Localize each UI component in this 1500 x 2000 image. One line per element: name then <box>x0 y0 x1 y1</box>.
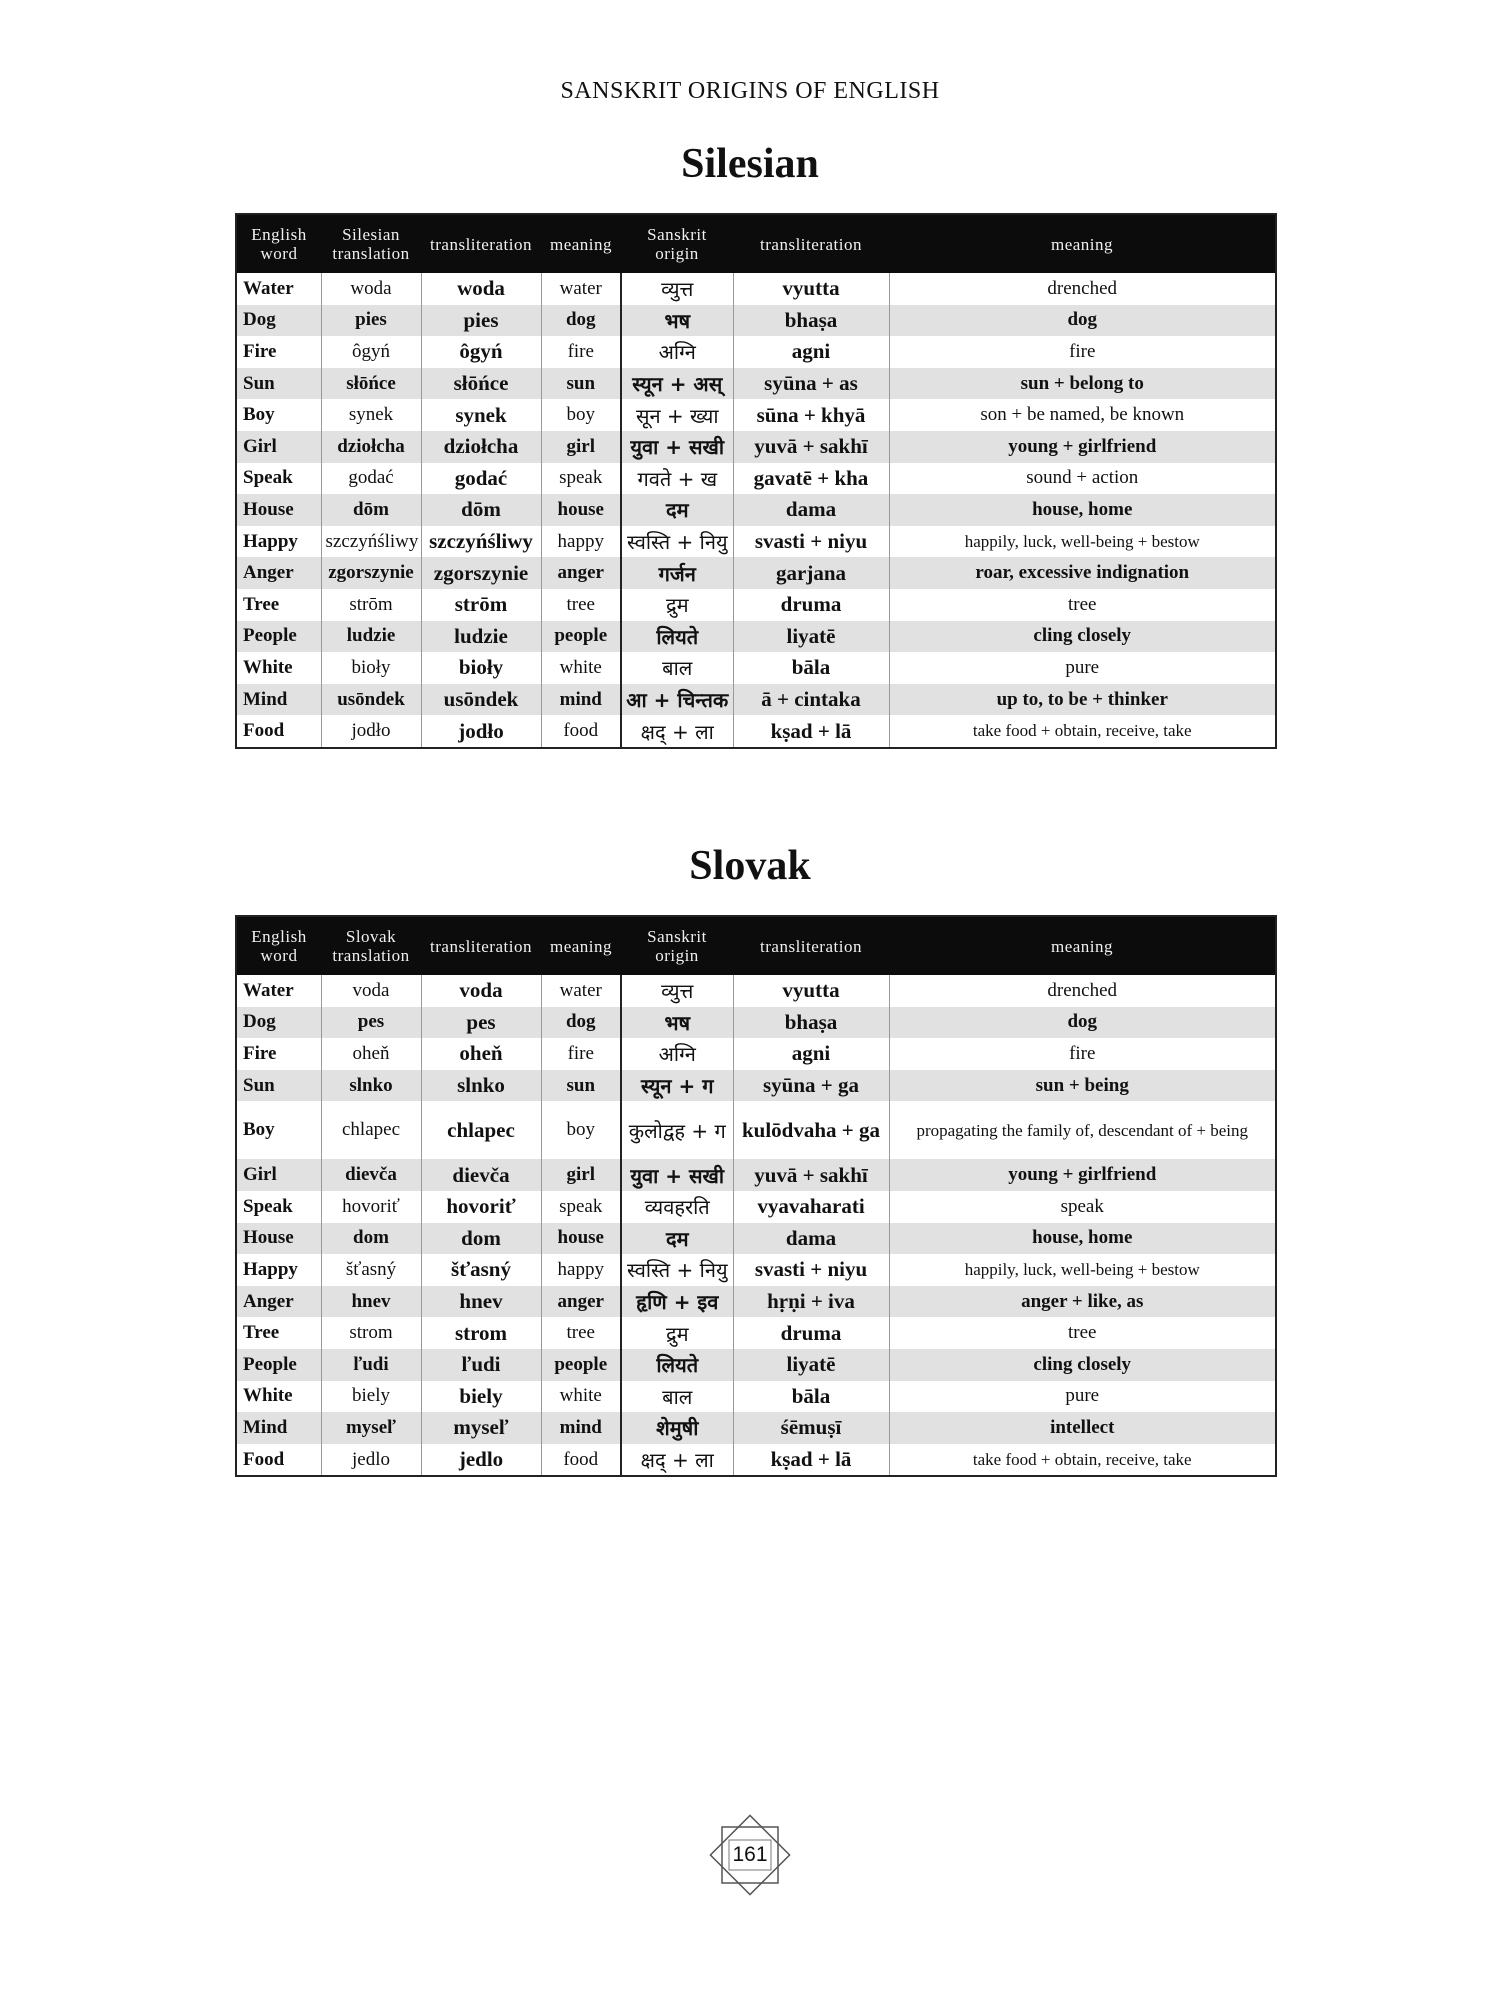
transliteration-cell: woda <box>421 273 541 305</box>
transliteration-cell: strom <box>421 1317 541 1349</box>
sanskrit-origin-cell: स्वस्ति + नियु <box>621 526 733 558</box>
transliteration-cell: voda <box>421 975 541 1007</box>
silesian-table <box>235 213 1277 749</box>
sanskrit-meaning-cell: roar, excessive indignation <box>889 557 1276 589</box>
table-row <box>236 1070 1276 1102</box>
translation-cell: synek <box>321 399 421 431</box>
sanskrit-transliteration-cell: dama <box>733 1223 889 1255</box>
sanskrit-origin-cell: लियते <box>621 621 733 653</box>
table-row <box>236 1444 1276 1477</box>
sanskrit-meaning-cell: pure <box>889 652 1276 684</box>
sanskrit-meaning-cell: dog <box>889 1007 1276 1039</box>
sanskrit-meaning-cell: young + girlfriend <box>889 431 1276 463</box>
sanskrit-meaning-cell: propagating the family of, descendant of + being <box>889 1101 1276 1159</box>
transliteration-cell: myseľ <box>421 1412 541 1444</box>
translation-cell: bioły <box>321 652 421 684</box>
sanskrit-origin-cell: क्षद् + ला <box>621 715 733 748</box>
sanskrit-meaning-cell: drenched <box>889 975 1276 1007</box>
table-row <box>236 1159 1276 1191</box>
sanskrit-transliteration-cell: yuvā + sakhī <box>733 1159 889 1191</box>
translation-cell: dziołcha <box>321 431 421 463</box>
english-word-cell: Happy <box>243 1258 298 1280</box>
translation-cell: biely <box>321 1381 421 1413</box>
transliteration-cell: zgorszynie <box>421 557 541 589</box>
english-word-cell: Speak <box>243 467 293 489</box>
transliteration-cell: chlapec <box>421 1101 541 1159</box>
table-row <box>236 621 1276 653</box>
table-row <box>236 1223 1276 1255</box>
sanskrit-transliteration-cell: svasti + niyu <box>733 1254 889 1286</box>
meaning-cell: sun <box>541 1070 621 1102</box>
meaning-cell: food <box>541 1444 621 1477</box>
sanskrit-origin-cell: द्रुम <box>621 589 733 621</box>
sanskrit-meaning-cell: fire <box>889 1038 1276 1070</box>
translation-cell: hovoriť <box>321 1191 421 1223</box>
english-word-cell: Tree <box>243 1322 280 1344</box>
meaning-cell: tree <box>541 589 621 621</box>
translation-cell: hnev <box>321 1286 421 1318</box>
english-word-cell: Food <box>243 720 285 742</box>
meaning-cell: happy <box>541 526 621 558</box>
english-word-cell: House <box>236 494 321 526</box>
translation-cell: myseľ <box>321 1412 421 1444</box>
col-english-word: English word <box>236 214 321 273</box>
english-word-cell: People <box>236 1349 321 1381</box>
transliteration-cell: ôgyń <box>421 336 541 368</box>
transliteration-cell: dievča <box>421 1159 541 1191</box>
sanskrit-transliteration-cell: druma <box>733 589 889 621</box>
translation-cell: usōndek <box>321 684 421 716</box>
col-sanskrit-meaning: meaning <box>889 214 1276 273</box>
transliteration-cell: synek <box>421 399 541 431</box>
english-word-cell: People <box>236 621 321 653</box>
sanskrit-transliteration-cell: liyatē <box>733 621 889 653</box>
meaning-cell: dog <box>541 1007 621 1039</box>
sanskrit-origin-cell: व्यवहरति <box>621 1191 733 1223</box>
translation-cell: slnko <box>321 1070 421 1102</box>
transliteration-cell: usōndek <box>421 684 541 716</box>
sanskrit-meaning-cell: intellect <box>889 1412 1276 1444</box>
english-word-cell: Fire <box>243 1042 277 1064</box>
sanskrit-transliteration-cell: śēmuṣī <box>733 1412 889 1444</box>
transliteration-cell: oheň <box>421 1038 541 1070</box>
translation-cell: pes <box>321 1007 421 1039</box>
meaning-cell: speak <box>541 463 621 495</box>
table-row <box>236 684 1276 716</box>
sanskrit-origin-cell: गवते + ख <box>621 463 733 495</box>
sanskrit-transliteration-cell: yuvā + sakhī <box>733 431 889 463</box>
meaning-cell: mind <box>541 684 621 716</box>
sanskrit-transliteration-cell: kṣad + lā <box>733 715 889 748</box>
sanskrit-transliteration-cell: garjana <box>733 557 889 589</box>
transliteration-cell: dōm <box>421 494 541 526</box>
translation-cell: godać <box>321 463 421 495</box>
col-sanskrit-meaning: meaning <box>889 916 1276 975</box>
translation-cell: ôgyń <box>321 336 421 368</box>
table-row <box>236 1381 1276 1413</box>
meaning-cell: happy <box>541 1254 621 1286</box>
sanskrit-origin-cell: व्युत्त <box>621 975 733 1007</box>
table-row <box>236 494 1276 526</box>
sanskrit-meaning-cell: cling closely <box>889 621 1276 653</box>
meaning-cell: boy <box>541 399 621 431</box>
english-word-cell: White <box>243 656 293 678</box>
sanskrit-origin-cell: कुलोद्वह + ग <box>621 1101 733 1159</box>
sanskrit-meaning-cell: fire <box>889 336 1276 368</box>
transliteration-cell: słōńce <box>421 368 541 400</box>
english-word-cell: Sun <box>236 368 321 400</box>
transliteration-cell: pes <box>421 1007 541 1039</box>
col-sanskrit-transliteration: transliteration <box>733 214 889 273</box>
table-row <box>236 526 1276 558</box>
page-number: 161 <box>732 1843 768 1866</box>
sanskrit-origin-cell: युवा + सखी <box>621 1159 733 1191</box>
sanskrit-transliteration-cell: sūna + khyā <box>733 399 889 431</box>
sanskrit-meaning-cell: up to, to be + thinker <box>889 684 1276 716</box>
translation-cell: dōm <box>321 494 421 526</box>
sanskrit-origin-cell: दम <box>621 1223 733 1255</box>
meaning-cell: girl <box>541 431 621 463</box>
sanskrit-meaning-cell: sound + action <box>889 463 1276 495</box>
meaning-cell: white <box>541 652 621 684</box>
meaning-cell: people <box>541 621 621 653</box>
english-word-cell: Mind <box>236 1412 321 1444</box>
meaning-cell: house <box>541 1223 621 1255</box>
col-translation: Silesian translation <box>321 214 421 273</box>
translation-cell: ludzie <box>321 621 421 653</box>
transliteration-cell: dom <box>421 1223 541 1255</box>
slovak-table <box>235 915 1277 1477</box>
transliteration-cell: šťasný <box>421 1254 541 1286</box>
english-word-cell: Dog <box>236 1007 321 1039</box>
meaning-cell: anger <box>541 1286 621 1318</box>
table-row <box>236 305 1276 337</box>
translation-cell: szczyńśliwy <box>321 526 421 558</box>
english-word-cell: Tree <box>243 593 280 615</box>
sanskrit-transliteration-cell: agni <box>733 336 889 368</box>
english-word-cell: Food <box>243 1448 285 1470</box>
sanskrit-origin-cell: आ + चिन्तक <box>621 684 733 716</box>
col-sanskrit-origin: Sanskrit origin <box>621 214 733 273</box>
sanskrit-origin-cell: स्यून + ग <box>621 1070 733 1102</box>
translation-cell: jodło <box>321 715 421 748</box>
col-transliteration: transliteration <box>421 214 541 273</box>
sanskrit-meaning-cell: young + girlfriend <box>889 1159 1276 1191</box>
table-row <box>236 975 1276 1007</box>
meaning-cell: people <box>541 1349 621 1381</box>
transliteration-cell: strōm <box>421 589 541 621</box>
meaning-cell: water <box>541 273 621 305</box>
sanskrit-meaning-cell: son + be named, be known <box>889 399 1276 431</box>
transliteration-cell: pies <box>421 305 541 337</box>
english-word-cell: House <box>236 1223 321 1255</box>
table-row <box>236 715 1276 748</box>
sanskrit-meaning-cell: cling closely <box>889 1349 1276 1381</box>
meaning-cell: house <box>541 494 621 526</box>
section-title-silesian: Silesian <box>681 141 819 187</box>
translation-cell: ľudi <box>321 1349 421 1381</box>
sanskrit-meaning-cell: drenched <box>889 273 1276 305</box>
sanskrit-meaning-cell: take food + obtain, receive, take <box>889 715 1276 748</box>
translation-cell: strom <box>321 1317 421 1349</box>
sanskrit-meaning-cell: house, home <box>889 1223 1276 1255</box>
sanskrit-transliteration-cell: syūna + ga <box>733 1070 889 1102</box>
translation-cell: zgorszynie <box>321 557 421 589</box>
meaning-cell: mind <box>541 1412 621 1444</box>
sanskrit-meaning-cell: sun + being <box>889 1070 1276 1102</box>
english-word-cell: Fire <box>243 340 277 362</box>
translation-cell: oheň <box>321 1038 421 1070</box>
meaning-cell: food <box>541 715 621 748</box>
transliteration-cell: ľudi <box>421 1349 541 1381</box>
sanskrit-origin-cell: सून + ख्या <box>621 399 733 431</box>
translation-cell: woda <box>321 273 421 305</box>
english-word-cell: Dog <box>236 305 321 337</box>
running-head: SANSKRIT ORIGINS OF ENGLISH <box>560 78 940 104</box>
sanskrit-origin-cell: लियते <box>621 1349 733 1381</box>
col-transliteration: transliteration <box>421 916 541 975</box>
english-word-cell: Water <box>243 979 294 1001</box>
translation-cell: jedlo <box>321 1444 421 1477</box>
section-title-slovak: Slovak <box>689 843 811 889</box>
sanskrit-transliteration-cell: druma <box>733 1317 889 1349</box>
sanskrit-transliteration-cell: syūna + as <box>733 368 889 400</box>
sanskrit-transliteration-cell: bhaṣa <box>733 305 889 337</box>
col-english-word: English word <box>236 916 321 975</box>
sanskrit-transliteration-cell: vyutta <box>733 273 889 305</box>
meaning-cell: speak <box>541 1191 621 1223</box>
sanskrit-origin-cell: भष <box>621 1007 733 1039</box>
meaning-cell: white <box>541 1381 621 1413</box>
table-row <box>236 1317 1276 1349</box>
transliteration-cell: slnko <box>421 1070 541 1102</box>
table-row <box>236 1038 1276 1070</box>
sanskrit-transliteration-cell: kulōdvaha + ga <box>733 1101 889 1159</box>
english-word-cell: Water <box>243 277 294 299</box>
table-row <box>236 589 1276 621</box>
sanskrit-transliteration-cell: svasti + niyu <box>733 526 889 558</box>
sanskrit-meaning-cell: dog <box>889 305 1276 337</box>
meaning-cell: tree <box>541 1317 621 1349</box>
meaning-cell: girl <box>541 1159 621 1191</box>
table-row <box>236 273 1276 305</box>
sanskrit-origin-cell: भष <box>621 305 733 337</box>
table-row <box>236 463 1276 495</box>
sanskrit-meaning-cell: tree <box>889 1317 1276 1349</box>
table-row <box>236 368 1276 400</box>
transliteration-cell: ludzie <box>421 621 541 653</box>
sanskrit-transliteration-cell: vyutta <box>733 975 889 1007</box>
col-meaning: meaning <box>541 214 621 273</box>
english-word-cell: Girl <box>236 1159 321 1191</box>
table-header-row <box>236 916 1276 975</box>
transliteration-cell: hnev <box>421 1286 541 1318</box>
sanskrit-transliteration-cell: kṣad + lā <box>733 1444 889 1477</box>
page-number-ornament <box>705 1810 795 1900</box>
english-word-cell: Girl <box>236 431 321 463</box>
english-word-cell: Anger <box>236 557 321 589</box>
sanskrit-origin-cell: व्युत्त <box>621 273 733 305</box>
translation-cell: pies <box>321 305 421 337</box>
sanskrit-transliteration-cell: agni <box>733 1038 889 1070</box>
table-row <box>236 1007 1276 1039</box>
sanskrit-transliteration-cell: gavatē + kha <box>733 463 889 495</box>
sanskrit-origin-cell: द्रुम <box>621 1317 733 1349</box>
translation-cell: dom <box>321 1223 421 1255</box>
sanskrit-transliteration-cell: vyavaharati <box>733 1191 889 1223</box>
sanskrit-transliteration-cell: liyatē <box>733 1349 889 1381</box>
translation-cell: strōm <box>321 589 421 621</box>
sanskrit-origin-cell: स्वस्ति + नियु <box>621 1254 733 1286</box>
table-row <box>236 431 1276 463</box>
sanskrit-origin-cell: क्षद् + ला <box>621 1444 733 1477</box>
english-word-cell: Anger <box>236 1286 321 1318</box>
sanskrit-transliteration-cell: dama <box>733 494 889 526</box>
table-row <box>236 1286 1276 1318</box>
translation-cell: chlapec <box>321 1101 421 1159</box>
sanskrit-origin-cell: बाल <box>621 1381 733 1413</box>
transliteration-cell: bioły <box>421 652 541 684</box>
sanskrit-origin-cell: युवा + सखी <box>621 431 733 463</box>
col-sanskrit-transliteration: transliteration <box>733 916 889 975</box>
english-word-cell: Boy <box>243 1119 275 1141</box>
meaning-cell: fire <box>541 336 621 368</box>
table-row <box>236 399 1276 431</box>
sanskrit-transliteration-cell: bāla <box>733 1381 889 1413</box>
english-word-cell: Happy <box>243 530 298 552</box>
sanskrit-transliteration-cell: bhaṣa <box>733 1007 889 1039</box>
english-word-cell: Speak <box>243 1195 293 1217</box>
sanskrit-origin-cell: हृणि + इव <box>621 1286 733 1318</box>
transliteration-cell: godać <box>421 463 541 495</box>
sanskrit-meaning-cell: sun + belong to <box>889 368 1276 400</box>
table-row <box>236 1101 1276 1159</box>
meaning-cell: dog <box>541 305 621 337</box>
transliteration-cell: hovoriť <box>421 1191 541 1223</box>
translation-cell: słōńce <box>321 368 421 400</box>
sanskrit-meaning-cell: pure <box>889 1381 1276 1413</box>
col-meaning: meaning <box>541 916 621 975</box>
transliteration-cell: jedlo <box>421 1444 541 1477</box>
table-header-row <box>236 214 1276 273</box>
sanskrit-meaning-cell: take food + obtain, receive, take <box>889 1444 1276 1477</box>
english-word-cell: White <box>243 1385 293 1407</box>
sanskrit-transliteration-cell: hṛṇi + iva <box>733 1286 889 1318</box>
table-row <box>236 1349 1276 1381</box>
english-word-cell: Mind <box>236 684 321 716</box>
sanskrit-origin-cell: अग्नि <box>621 1038 733 1070</box>
translation-cell: šťasný <box>321 1254 421 1286</box>
translation-cell: voda <box>321 975 421 1007</box>
col-sanskrit-origin: Sanskrit origin <box>621 916 733 975</box>
sanskrit-meaning-cell: happily, luck, well-being + bestow <box>889 1254 1276 1286</box>
sanskrit-origin-cell: शेमुषी <box>621 1412 733 1444</box>
meaning-cell: boy <box>541 1101 621 1159</box>
sanskrit-meaning-cell: anger + like, as <box>889 1286 1276 1318</box>
sanskrit-transliteration-cell: bāla <box>733 652 889 684</box>
sanskrit-meaning-cell: speak <box>889 1191 1276 1223</box>
table-row <box>236 1412 1276 1444</box>
sanskrit-origin-cell: अग्नि <box>621 336 733 368</box>
transliteration-cell: szczyńśliwy <box>421 526 541 558</box>
sanskrit-meaning-cell: tree <box>889 589 1276 621</box>
sanskrit-origin-cell: स्यून + अस् <box>621 368 733 400</box>
col-translation: Slovak translation <box>321 916 421 975</box>
table-row <box>236 557 1276 589</box>
meaning-cell: anger <box>541 557 621 589</box>
sanskrit-transliteration-cell: ā + cintaka <box>733 684 889 716</box>
transliteration-cell: dziołcha <box>421 431 541 463</box>
table-row <box>236 336 1276 368</box>
sanskrit-origin-cell: गर्जन <box>621 557 733 589</box>
english-word-cell: Sun <box>236 1070 321 1102</box>
sanskrit-origin-cell: बाल <box>621 652 733 684</box>
meaning-cell: water <box>541 975 621 1007</box>
translation-cell: dievča <box>321 1159 421 1191</box>
meaning-cell: fire <box>541 1038 621 1070</box>
sanskrit-origin-cell: दम <box>621 494 733 526</box>
table-row <box>236 1191 1276 1223</box>
transliteration-cell: biely <box>421 1381 541 1413</box>
sanskrit-meaning-cell: happily, luck, well-being + bestow <box>889 526 1276 558</box>
sanskrit-meaning-cell: house, home <box>889 494 1276 526</box>
table-row <box>236 652 1276 684</box>
meaning-cell: sun <box>541 368 621 400</box>
english-word-cell: Boy <box>243 404 275 426</box>
table-row <box>236 1254 1276 1286</box>
transliteration-cell: jodło <box>421 715 541 748</box>
